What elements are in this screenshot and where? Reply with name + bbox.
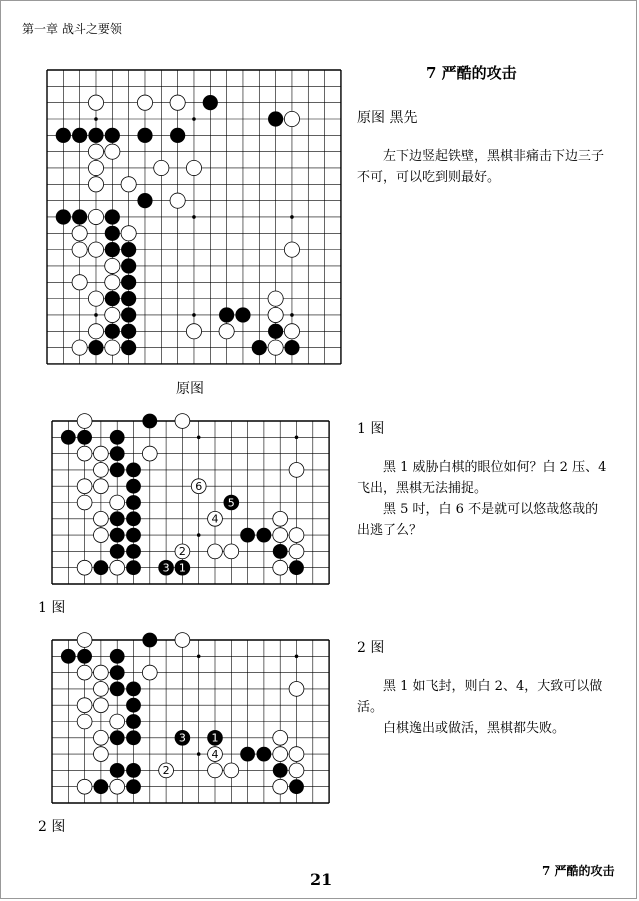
white-stone bbox=[72, 242, 87, 257]
black-stone bbox=[142, 414, 157, 429]
black-stone bbox=[126, 730, 141, 745]
white-stone bbox=[289, 528, 304, 543]
star-point bbox=[94, 313, 98, 317]
white-stone bbox=[94, 665, 109, 680]
running-footer: 7 严酷的攻击 bbox=[542, 864, 615, 878]
white-stone bbox=[72, 226, 87, 241]
black-stone bbox=[273, 544, 288, 559]
white-stone bbox=[289, 763, 304, 778]
diagram-caption-original: 原图 bbox=[176, 381, 204, 397]
white-stone bbox=[268, 340, 283, 355]
black-stone bbox=[121, 291, 136, 306]
black-stone bbox=[268, 324, 283, 339]
white-stone bbox=[142, 446, 157, 461]
move-number: 3 bbox=[178, 731, 186, 745]
black-stone bbox=[240, 747, 255, 762]
white-stone bbox=[284, 111, 299, 126]
white-stone bbox=[224, 544, 239, 559]
white-stone bbox=[94, 730, 109, 745]
black-stone bbox=[121, 340, 136, 355]
white-stone bbox=[77, 665, 92, 680]
move-number: 4 bbox=[211, 512, 219, 526]
black-stone bbox=[126, 463, 141, 478]
black-stone bbox=[137, 193, 152, 208]
paragraph: 黑 1 如飞封，则白 2、4，大致可以做活。 bbox=[357, 679, 603, 715]
black-stone bbox=[219, 307, 234, 322]
move-number: 2 bbox=[178, 545, 186, 559]
black-stone bbox=[88, 128, 103, 143]
black-stone bbox=[77, 649, 92, 664]
black-stone bbox=[94, 560, 109, 575]
black-stone bbox=[110, 649, 125, 664]
go-board-original bbox=[47, 70, 341, 364]
black-stone bbox=[105, 291, 120, 306]
black-stone bbox=[56, 128, 71, 143]
section-heading-fig1: 1 图 bbox=[357, 421, 385, 437]
board-grid bbox=[52, 421, 329, 584]
white-stone bbox=[88, 144, 103, 159]
white-stone bbox=[268, 291, 283, 306]
black-stone bbox=[121, 324, 136, 339]
black-stone bbox=[121, 275, 136, 290]
move-number: 3 bbox=[162, 561, 170, 575]
black-stone bbox=[110, 763, 125, 778]
white-stone bbox=[273, 730, 288, 745]
black-stone bbox=[105, 242, 120, 257]
section-heading-original: 原图 黑先 bbox=[357, 110, 418, 126]
paragraph: 白棋逸出或做活，黑棋都失败。 bbox=[383, 721, 566, 736]
white-stone bbox=[289, 544, 304, 559]
white-stone bbox=[77, 446, 92, 461]
black-stone bbox=[121, 258, 136, 273]
star-point bbox=[197, 533, 201, 537]
white-stone bbox=[137, 95, 152, 110]
star-point bbox=[94, 117, 98, 121]
white-stone bbox=[105, 258, 120, 273]
black-stone bbox=[105, 209, 120, 224]
white-stone bbox=[289, 682, 304, 697]
black-stone bbox=[268, 111, 283, 126]
white-stone bbox=[88, 95, 103, 110]
board-grid bbox=[52, 640, 329, 803]
white-stone bbox=[88, 160, 103, 175]
white-stone bbox=[77, 479, 92, 494]
white-stone bbox=[219, 324, 234, 339]
white-stone bbox=[224, 763, 239, 778]
black-stone bbox=[126, 495, 141, 510]
white-stone bbox=[170, 193, 185, 208]
white-stone bbox=[110, 560, 125, 575]
white-stone bbox=[94, 511, 109, 526]
black-stone bbox=[126, 779, 141, 794]
white-stone bbox=[175, 633, 190, 648]
black-stone bbox=[126, 528, 141, 543]
white-stone bbox=[268, 307, 283, 322]
star-point bbox=[197, 436, 201, 440]
diagram-caption-fig1: 1 图 bbox=[38, 600, 66, 616]
page-number: 21 bbox=[310, 870, 333, 889]
white-stone bbox=[105, 144, 120, 159]
black-stone bbox=[121, 242, 136, 257]
move-number: 2 bbox=[162, 764, 170, 778]
black-stone bbox=[126, 544, 141, 559]
black-stone bbox=[240, 528, 255, 543]
black-stone bbox=[72, 209, 87, 224]
black-stone bbox=[94, 779, 109, 794]
star-point bbox=[192, 117, 196, 121]
black-stone bbox=[126, 682, 141, 697]
black-stone bbox=[110, 511, 125, 526]
section-heading-fig2: 2 图 bbox=[357, 640, 385, 656]
black-stone bbox=[126, 560, 141, 575]
diagram-caption-fig2: 2 图 bbox=[38, 819, 66, 835]
white-stone bbox=[94, 682, 109, 697]
white-stone bbox=[186, 324, 201, 339]
black-stone bbox=[56, 209, 71, 224]
white-stone bbox=[94, 698, 109, 713]
move-number: 5 bbox=[227, 496, 235, 510]
white-stone bbox=[77, 779, 92, 794]
black-stone bbox=[110, 665, 125, 680]
star-point bbox=[192, 313, 196, 317]
black-stone bbox=[257, 747, 272, 762]
black-stone bbox=[121, 307, 136, 322]
black-stone bbox=[88, 340, 103, 355]
paragraph: 黑 1 威胁白棋的眼位如何？白 2 压、4 飞出，黑棋无法捕捉。 bbox=[357, 460, 607, 496]
black-stone bbox=[110, 463, 125, 478]
move-number: 4 bbox=[211, 747, 219, 761]
white-stone bbox=[121, 177, 136, 192]
black-stone bbox=[126, 763, 141, 778]
black-stone bbox=[110, 544, 125, 559]
black-stone bbox=[257, 528, 272, 543]
move-number: 1 bbox=[178, 561, 186, 575]
star-point bbox=[197, 752, 201, 756]
white-stone bbox=[273, 560, 288, 575]
white-stone bbox=[77, 714, 92, 729]
white-stone bbox=[105, 275, 120, 290]
black-stone bbox=[289, 779, 304, 794]
white-stone bbox=[94, 479, 109, 494]
move-number: 6 bbox=[195, 480, 203, 493]
white-stone bbox=[77, 495, 92, 510]
white-stone bbox=[142, 665, 157, 680]
white-stone bbox=[72, 340, 87, 355]
white-stone bbox=[154, 160, 169, 175]
black-stone bbox=[142, 633, 157, 648]
white-stone bbox=[273, 747, 288, 762]
go-board-fig1 bbox=[52, 421, 330, 583]
running-header: 第一章 战斗之要领 bbox=[22, 22, 122, 36]
white-stone bbox=[110, 495, 125, 510]
article-title: 7 严酷的攻击 bbox=[426, 64, 517, 82]
black-stone bbox=[203, 95, 218, 110]
white-stone bbox=[110, 714, 125, 729]
star-point bbox=[290, 313, 294, 317]
paragraph: 左下边竖起铁壁，黑棋非痛击下边三子不可，可以吃到则最好。 bbox=[357, 149, 605, 185]
white-stone bbox=[170, 95, 185, 110]
white-stone bbox=[94, 747, 109, 762]
white-stone bbox=[94, 528, 109, 543]
black-stone bbox=[105, 324, 120, 339]
star-point bbox=[295, 436, 299, 440]
black-stone bbox=[77, 430, 92, 445]
black-stone bbox=[126, 479, 141, 494]
black-stone bbox=[126, 714, 141, 729]
go-board-fig2 bbox=[52, 640, 330, 802]
white-stone bbox=[121, 226, 136, 241]
white-stone bbox=[88, 177, 103, 192]
black-stone bbox=[289, 560, 304, 575]
black-stone bbox=[137, 128, 152, 143]
white-stone bbox=[88, 324, 103, 339]
black-stone bbox=[110, 682, 125, 697]
white-stone bbox=[273, 511, 288, 526]
white-stone bbox=[208, 763, 223, 778]
star-point bbox=[197, 655, 201, 659]
white-stone bbox=[94, 446, 109, 461]
white-stone bbox=[289, 747, 304, 762]
star-point bbox=[295, 655, 299, 659]
white-stone bbox=[77, 560, 92, 575]
star-point bbox=[192, 215, 196, 219]
black-stone bbox=[126, 511, 141, 526]
white-stone bbox=[284, 242, 299, 257]
move-number: 1 bbox=[211, 731, 219, 745]
white-stone bbox=[77, 414, 92, 429]
black-stone bbox=[105, 226, 120, 241]
white-stone bbox=[105, 307, 120, 322]
white-stone bbox=[72, 275, 87, 290]
star-point bbox=[290, 215, 294, 219]
black-stone bbox=[110, 528, 125, 543]
black-stone bbox=[110, 430, 125, 445]
black-stone bbox=[235, 307, 250, 322]
black-stone bbox=[126, 698, 141, 713]
white-stone bbox=[77, 698, 92, 713]
white-stone bbox=[175, 414, 190, 429]
black-stone bbox=[252, 340, 267, 355]
white-stone bbox=[88, 209, 103, 224]
black-stone bbox=[170, 128, 185, 143]
paragraph: 黑 5 吋，白 6 不是就可以悠哉悠哉的 出逃了么？ bbox=[357, 502, 599, 538]
black-stone bbox=[105, 128, 120, 143]
white-stone bbox=[88, 291, 103, 306]
black-stone bbox=[61, 430, 76, 445]
black-stone bbox=[273, 763, 288, 778]
black-stone bbox=[72, 128, 87, 143]
white-stone bbox=[289, 463, 304, 478]
white-stone bbox=[273, 779, 288, 794]
black-stone bbox=[110, 446, 125, 461]
white-stone bbox=[186, 160, 201, 175]
white-stone bbox=[284, 324, 299, 339]
white-stone bbox=[88, 242, 103, 257]
white-stone bbox=[77, 633, 92, 648]
white-stone bbox=[273, 528, 288, 543]
white-stone bbox=[105, 340, 120, 355]
black-stone bbox=[110, 730, 125, 745]
white-stone bbox=[110, 779, 125, 794]
black-stone bbox=[284, 340, 299, 355]
white-stone bbox=[94, 463, 109, 478]
black-stone bbox=[61, 649, 76, 664]
white-stone bbox=[208, 544, 223, 559]
